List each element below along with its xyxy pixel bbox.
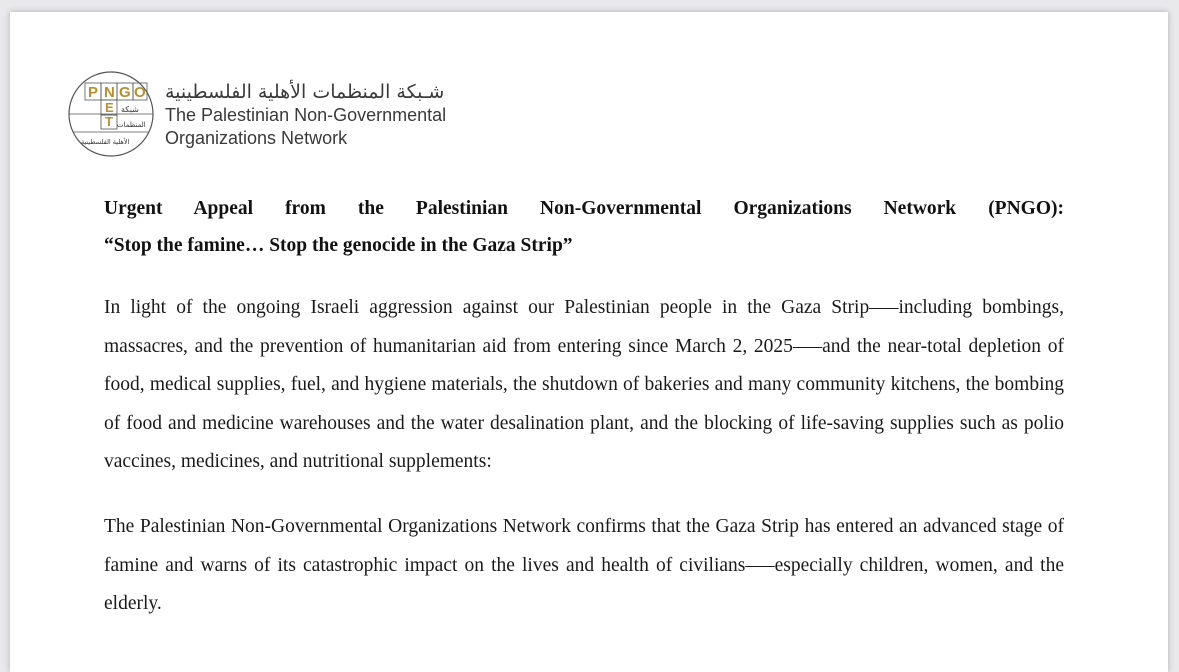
logo-letter-g: G	[119, 84, 131, 101]
paragraph-2: The Palestinian Non-Governmental Organizations Network confirms that the Gaza Strip has entered an advanced stage of famine and warns of its catastrophic impact on the lives and health of civilians—–especially children, women, and the elderly.	[104, 516, 1064, 614]
pngo-logo	[67, 70, 155, 158]
logo-letter-n: N	[104, 84, 115, 101]
org-name-en-line2: Organizations Network	[165, 128, 348, 148]
org-name-block	[165, 80, 465, 150]
logo-letter-e: E	[105, 100, 114, 115]
appeal-title	[104, 190, 1064, 264]
org-name-arabic: شـبكة المنظمات الأهلية الفلسطينية	[165, 81, 445, 103]
title-line-1: Urgent Appeal from the Palestinian Non-Governmental Organizations Network (PNGO):	[104, 198, 1064, 219]
logo-letter-o: O	[134, 84, 146, 101]
org-name-en-line1: The Palestinian Non-Governmental	[165, 105, 447, 125]
logo-arabic-1: شبكة	[121, 105, 139, 114]
title-line-2: “Stop the famine… Stop the genocide in the Gaza Strip”	[104, 235, 573, 256]
paragraph-1: In light of the ongoing Israeli aggression against our Palestinian people in the Gaza Strip—–including bombings, massacres, and the prevention of humanitarian aid from entering since March 2, 2025—–and the near-total depletion of food, medical supplies, fuel, and hygiene materials, the shutdown of bakeries and many community kitchens, the bombing of food and medicine warehouses and the water desalination plant, and the blocking of life-saving supplies such as polio vaccines, medicines, and nutritional supplements:	[104, 297, 1064, 472]
logo-letter-p: P	[88, 84, 99, 101]
logo-arabic-3: الأهلية الفلسطينية	[81, 138, 130, 146]
logo-arabic-2: المنظمات	[117, 121, 146, 129]
document-page	[10, 12, 1168, 672]
logo-letter-t: T	[105, 114, 113, 129]
